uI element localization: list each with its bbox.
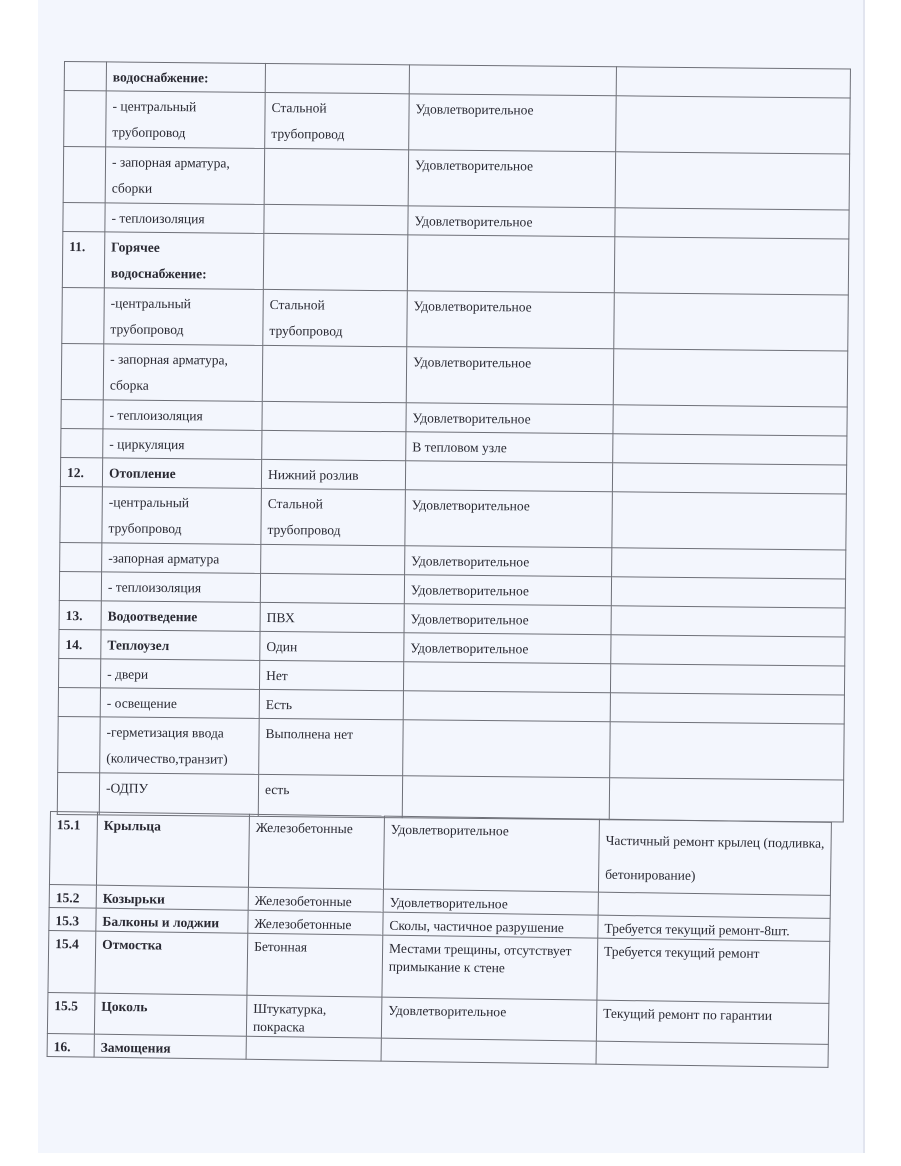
row-condition: Удовлетворительное — [406, 347, 614, 405]
row-condition: Удовлетворительное — [404, 633, 611, 664]
row-item-name: - теплоизоляция — [101, 572, 260, 603]
row-note — [614, 237, 849, 295]
row-material: Есть — [259, 689, 403, 719]
row-item-name: -центральный трубопровод — [102, 487, 262, 545]
row-condition — [403, 691, 610, 722]
row-item-name: - теплоизоляция — [103, 400, 262, 431]
row-item-name: - теплоизоляция — [105, 203, 264, 234]
row-note — [612, 548, 846, 579]
table-row — [63, 147, 850, 211]
row-item-name: Цоколь — [94, 993, 247, 1036]
row-material: Штукатурка, покраска — [246, 995, 382, 1038]
row-item-name: Теплоузел — [101, 630, 260, 661]
row-note — [612, 463, 846, 494]
row-material: Бетонная — [247, 933, 383, 997]
row-condition: Удовлетворительное — [406, 403, 613, 434]
row-condition — [407, 235, 615, 293]
row-material: Стальной трубопровод — [261, 488, 406, 545]
row-condition: Удовлетворительное — [404, 575, 611, 606]
row-item-name: -ОДПУ — [99, 773, 258, 817]
row-material — [263, 233, 408, 290]
row-number: 15.3 — [49, 907, 96, 931]
row-condition: Местами трещины, отсутствует примыкание к стене — [382, 935, 598, 1000]
row-condition: Сколы, частичное разрушение — [383, 912, 598, 938]
row-number: 12. — [60, 457, 102, 486]
row-material — [260, 573, 404, 603]
row-material: есть — [258, 774, 402, 817]
row-note — [596, 1041, 828, 1067]
row-note — [609, 778, 843, 822]
row-note — [613, 434, 847, 465]
row-number: 15.4 — [48, 930, 96, 993]
row-material: Железобетонные — [248, 814, 384, 889]
row-condition: Удовлетворительное — [409, 94, 617, 152]
row-material — [265, 63, 409, 93]
row-item-name: водоснабжение: — [106, 62, 265, 93]
row-number — [62, 287, 105, 343]
row-condition: Удовлетворительное — [408, 150, 616, 208]
row-condition: Удовлетворительное — [381, 997, 597, 1041]
row-note — [612, 492, 847, 550]
row-note — [611, 606, 845, 637]
row-number — [61, 428, 103, 457]
row-material — [264, 148, 409, 205]
row-condition — [381, 1038, 596, 1064]
row-material: Выполнена нет — [259, 718, 404, 775]
table-row — [64, 91, 851, 155]
row-note — [614, 293, 849, 351]
row-note — [615, 208, 849, 239]
table-row — [60, 486, 847, 550]
row-item-name: - циркуляция — [103, 429, 262, 460]
row-material: Стальной трубопровод — [265, 92, 410, 149]
row-note — [616, 96, 851, 154]
row-number: 13. — [59, 600, 101, 629]
row-condition — [403, 662, 610, 693]
row-condition: Удовлетворительное — [407, 291, 615, 349]
row-number — [58, 687, 100, 716]
row-item-name: - двери — [100, 659, 259, 690]
row-item-name: Балконы и лоджии — [96, 908, 248, 933]
table-row — [58, 716, 845, 780]
row-condition: Удовлетворительное — [383, 889, 598, 915]
row-number — [63, 147, 106, 203]
row-note: Требуется текущий ремонт — [597, 938, 830, 1003]
row-number: 15.2 — [49, 884, 96, 908]
row-condition: Удовлетворительное — [383, 816, 599, 892]
row-item-name: Козырьки — [96, 885, 248, 910]
row-number — [64, 91, 107, 147]
row-note: Требуется текущий ремонт-8шт. — [598, 915, 830, 941]
row-number — [64, 62, 106, 91]
row-condition — [402, 776, 609, 820]
row-note — [616, 67, 850, 98]
row-item-name: - центральный трубопровод — [106, 91, 266, 149]
row-material: Железобетонные — [248, 887, 383, 912]
row-material — [261, 544, 405, 574]
row-number: 16. — [47, 1033, 94, 1057]
row-item-name: Водоотведение — [101, 601, 260, 632]
row-note — [615, 152, 850, 210]
row-condition — [409, 65, 616, 96]
row-material: ПВХ — [260, 602, 404, 632]
row-number: 15.1 — [49, 812, 97, 886]
row-condition: Удовлетворительное — [408, 206, 615, 237]
row-item-name: - запорная арматура, сборка — [103, 344, 263, 402]
engineering-systems-table — [57, 61, 851, 823]
row-item-name: -герметизация ввода (количество,транзит) — [100, 717, 260, 775]
row-number — [63, 202, 105, 231]
row-material — [262, 345, 407, 402]
table-row — [49, 812, 831, 896]
row-number — [61, 343, 104, 399]
row-material: Нижний розлив — [261, 459, 405, 489]
row-item-name: - запорная арматура, сборки — [105, 147, 265, 205]
row-item-name: Отмостка — [95, 931, 248, 995]
row-material: Железобетонные — [248, 910, 383, 935]
row-note — [613, 349, 848, 407]
row-material: Один — [260, 631, 404, 661]
table-row — [61, 343, 848, 407]
row-note — [610, 664, 844, 695]
exterior-elements-table — [47, 811, 832, 1068]
row-note: Текущий ремонт по гарантии — [596, 1000, 829, 1044]
row-item-name: -запорная арматура — [102, 543, 261, 574]
row-item-name: Замощения — [94, 1034, 246, 1059]
table-row — [62, 287, 849, 351]
row-note — [611, 577, 845, 608]
row-condition: В тепловом узле — [406, 432, 613, 463]
row-material: Нет — [259, 660, 403, 690]
row-note — [598, 892, 830, 918]
row-condition — [405, 461, 612, 492]
row-condition: Удовлетворительное — [404, 604, 611, 635]
row-material — [262, 401, 406, 431]
row-item-name: -центральный трубопровод — [104, 288, 264, 346]
row-condition: Удовлетворительное — [405, 490, 613, 548]
table-row — [48, 930, 830, 1003]
table-row — [62, 231, 849, 295]
row-number — [58, 658, 100, 687]
row-condition: Удовлетворительное — [405, 546, 612, 577]
row-number — [58, 716, 101, 772]
row-number: 11. — [62, 231, 105, 287]
row-number — [60, 486, 103, 542]
row-note — [613, 405, 847, 436]
row-number: 14. — [59, 629, 101, 658]
row-item-name: - освещение — [100, 688, 259, 719]
row-number — [61, 399, 103, 428]
row-material — [262, 430, 406, 460]
row-note: Частичный ремонт крылец (подливка, бетонирование) — [598, 819, 831, 895]
row-material: Стальной трубопровод — [263, 289, 408, 346]
row-number: 15.5 — [47, 992, 95, 1034]
row-item-name: Отопление — [102, 458, 261, 489]
row-note — [610, 722, 845, 780]
row-note — [611, 635, 845, 666]
row-material — [246, 1036, 381, 1061]
row-number — [57, 772, 99, 814]
row-item-name: Горячее водоснабжение: — [104, 232, 264, 290]
row-number — [59, 571, 101, 600]
row-material — [264, 204, 408, 234]
row-note — [610, 693, 844, 724]
row-condition — [403, 720, 611, 778]
row-item-name: Крыльца — [96, 812, 249, 887]
row-number — [60, 542, 102, 571]
